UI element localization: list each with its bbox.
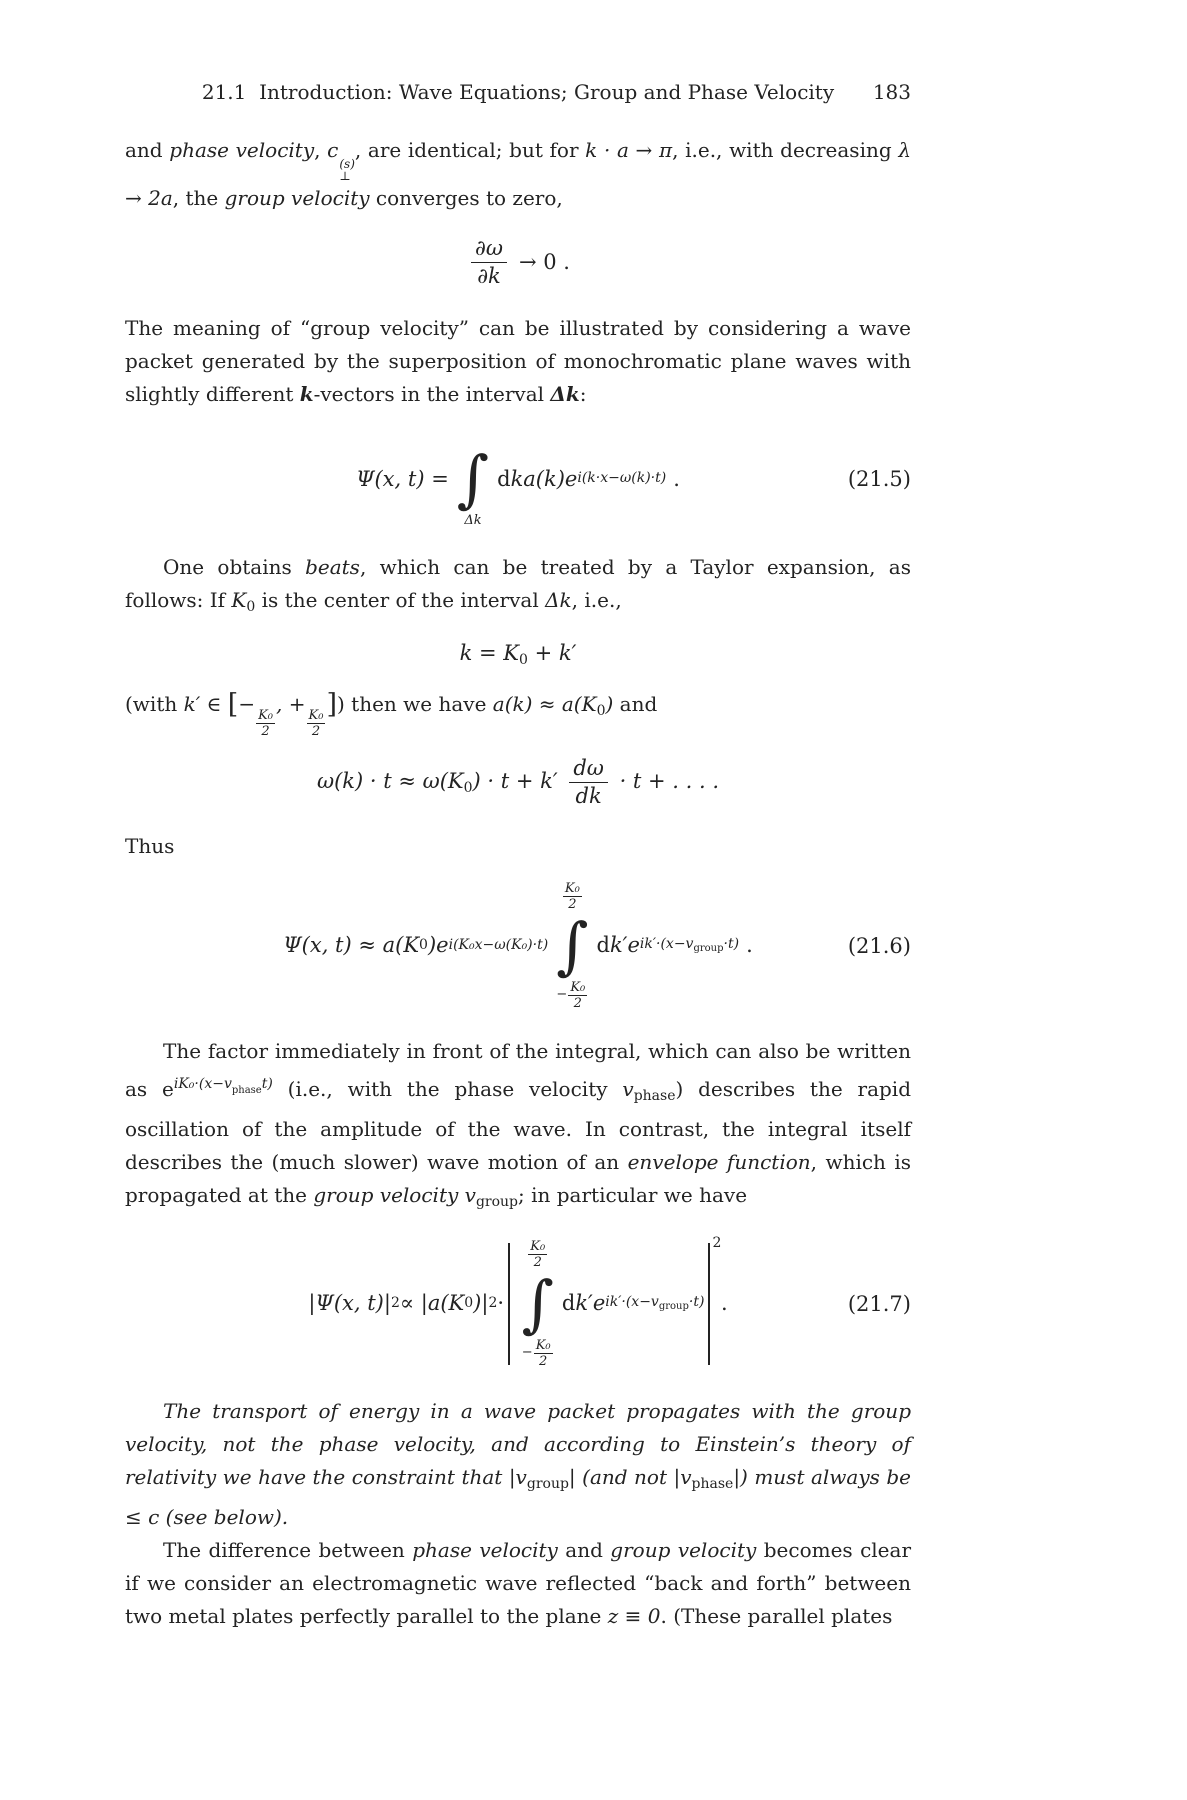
squared-exponent: 2 — [712, 1234, 722, 1251]
equation-k-expansion — [125, 640, 911, 670]
paragraph-difference: The difference between phase velocity and group velocity becomes clear if we consider an electromagnetic wave reflected “back and forth” between two metal plates perfectly parallel to the plane z ≡ 0. (These parallel plates — [125, 1537, 912, 1628]
equation-tail: → 0 . — [519, 250, 570, 275]
integral-lower-limit: − $\frac{\text{K₀}}{2}$ — [521, 1337, 551, 1369]
eq215-integrand: ka(k)e — [510, 466, 578, 491]
integral-21-6 — [556, 881, 588, 1011]
book-page — [125, 0, 911, 1633]
integral-upper-limit: K₀ 2 — [530, 1238, 546, 1270]
paragraph-factor: The factor immediately in front of the integral, which can also be written as $e^{iK_0\cdot(x-v}phase^{t)}$ (i.e., with the phase velocity $v_{phase}$) describes the rapid oscillation of the amplitude of the wave. In contrast, the integral itself describes the (much slower) wave motion of an envelope function, which is propagated at the group velocity $v_{group}$; in particular we have — [125, 1038, 912, 1210]
right-modulus-bar — [708, 1234, 722, 1365]
eq-body: ω(k) · t ≈ ω(K0) · t + k′ $\frac{d\omega}{dk}$ · t + . . . . — [316, 755, 720, 808]
running-head: 21.1 Introduction: Wave Equations; Group and Phase Velocity — [201, 80, 835, 104]
eq215-lhs: Ψ(x, t) = — [356, 466, 449, 491]
integral-lower-limit: − $\frac{\text{K₀}}{2}$ — [556, 979, 586, 1011]
integral-sign: ∫ — [556, 908, 589, 982]
equation-number: (21.5) — [847, 466, 911, 491]
eq216-lhs: Ψ(x, t) ≈ a(K — [283, 933, 420, 958]
equation-21-6: Ψ(x, t) ≈ a(K 0 )e i(K₀x−ω(K₀)·t) K₀ 2 ∫ − $\frac{\text{K₀}}{2}$ d k′e $ik'\cdot(x-v_{group}\cdot t)$ . (21.6) — [283, 880, 911, 1011]
paragraph-interval: (with k′ ∈ [− $\frac{\text{K₀}}{2}$ , + $\frac{\text{K₀}}{2}$ ]) then we have $a(k) \approx a(K_0)$ and — [125, 688, 658, 739]
paragraph-thus: Thus — [125, 833, 175, 858]
equation-number: (21.6) — [847, 933, 911, 958]
left-modulus-bar — [508, 1243, 510, 1365]
eq217-lhs: |Ψ(x, t)| — [308, 1291, 391, 1316]
integral-sign: ∫ — [456, 442, 490, 515]
integral-upper-limit: K₀ 2 — [564, 880, 580, 912]
eq216-integrand: k′e — [609, 933, 640, 958]
eq217-integrand-exponent: $ik'\cdot(x-v_{group}\cdot t)$ — [605, 1293, 705, 1312]
fraction-domega-dk: ∂ω ∂k — [471, 235, 507, 290]
eq216-integrand-exponent: $ik'\cdot(x-v_{group}\cdot t)$ — [639, 935, 740, 954]
integral-lower-limit: Δk — [464, 513, 482, 528]
integral-21-5 — [457, 429, 489, 529]
equation-21-5: Ψ(x, t) = ∫ Δk d ka(k)e i(k·x−ω(k)·t) . (21.5) — [125, 429, 911, 529]
equation-omega-taylor — [125, 755, 911, 810]
paragraph-group-velocity: The meaning of “group velocity” can be illustrated by considering a wave packet generated by the superposition of monochromatic plane waves with slightly different k-vectors in the interval Δk: — [125, 316, 911, 406]
eq-body: k = K0 + k′ — [459, 641, 577, 668]
page-number: 183 — [872, 80, 911, 104]
paragraph-transport-energy: The transport of energy in a wave packet propagates with the group velocity, not the phase velocity, and according to Einstein’s theory of relativity we have the constraint that $|v_{group}|$ (and not $|v_{phase}|$) must always be ≤ c (see below). — [125, 1398, 911, 1529]
equation-21-7: |Ψ(x, t)| 2 ∝ |a(K 0 )| 2 · K₀ 2 ∫ − $\frac{\text{K₀}}{2}$ d k′e $ik'\cdot(x-v_{group}\cdot t)$ 2 . (21.7) — [308, 1234, 911, 1369]
equation-number: (21.7) — [847, 1291, 911, 1316]
eq215-exponent: i(k·x−ω(k)·t) — [577, 470, 667, 487]
integral-21-7 — [522, 1239, 554, 1369]
paragraph-intro: and phase velocity, c (s) ⊥ , are identical; but for k · a → π, i.e., with decreasing λ → 2a, the group velocity converges to zero, — [125, 138, 911, 210]
eq217-integrand: k′e — [575, 1291, 606, 1316]
eq216-exponent: i(K₀x−ω(K₀)·t) — [448, 936, 549, 953]
integral-sign: ∫ — [521, 1266, 554, 1340]
paragraph-beats: One obtains beats, which can be treated by a Taylor expansion, as follows: If $K_0$ is the center of the interval Δk, i.e., — [125, 555, 911, 615]
equation-domega-dk — [125, 235, 911, 290]
page-header — [125, 80, 911, 104]
